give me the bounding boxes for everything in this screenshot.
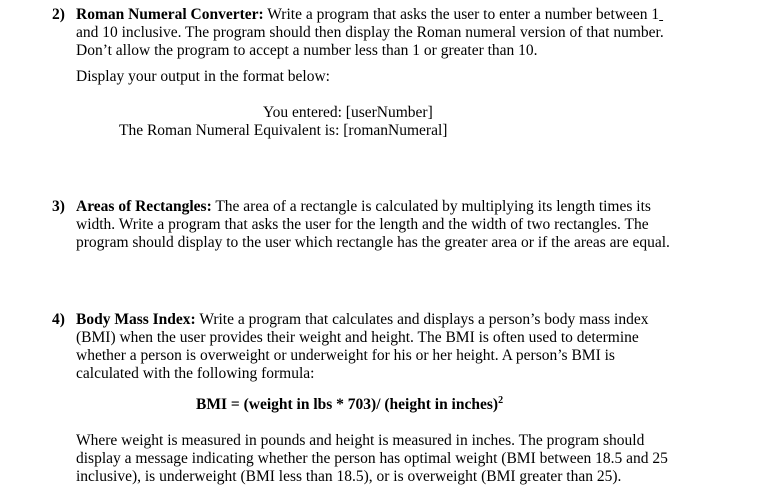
problem-number: 2) bbox=[52, 6, 65, 23]
problem-line: (BMI) when the user provides their weight and height. The BMI is often used to determine bbox=[76, 329, 639, 346]
output-line-2: The Roman Numeral Equivalent is: [romanNumeral] bbox=[119, 122, 448, 139]
problem-line: calculated with the following formula: bbox=[76, 365, 315, 382]
problem-number: 3) bbox=[52, 198, 65, 215]
output-line-1: You entered: [userNumber] bbox=[263, 104, 433, 121]
problem-line: width. Write a program that asks the user for the length and the width of two rectangles. The bbox=[76, 216, 649, 233]
problem-line: Don’t allow the program to accept a number less than 1 or greater than 10. bbox=[76, 42, 538, 59]
problem-title: Roman Numeral Converter: bbox=[76, 6, 264, 23]
problem-line: program should display to the user which rectangle has the greater area or if the areas are equal. bbox=[76, 234, 670, 251]
problem-line: Where weight is measured in pounds and height is measured in inches. The program should bbox=[76, 432, 645, 449]
problem-number: 4) bbox=[52, 311, 65, 328]
formula-exponent: 2 bbox=[498, 394, 504, 406]
closing-body bbox=[76, 432, 716, 486]
problem-line: inclusive), is underweight (BMI less than 18.5), or is overweight (BMI greater than 25). bbox=[76, 468, 622, 485]
problem-body bbox=[76, 311, 716, 383]
format-intro: Display your output in the format below: bbox=[76, 68, 330, 85]
problem-line: Body Mass Index: Write a program that calculates and displays a person’s body mass index bbox=[76, 311, 649, 328]
problem-title: Body Mass Index: bbox=[76, 311, 196, 328]
problem-line: Areas of Rectangles: The area of a rectangle is calculated by multiplying its length times its bbox=[76, 198, 651, 215]
problem-line: and 10 inclusive. The program should then display the Roman numeral version of that number. bbox=[76, 24, 664, 41]
problem-body bbox=[76, 198, 716, 252]
bmi-formula: BMI = (weight in lbs * 703)/ (height in inches)$^2$ bbox=[196, 394, 504, 413]
problem-line: whether a person is overweight or underweight for his or her height. A person’s BMI is bbox=[76, 347, 615, 364]
problem-line: Roman Numeral Converter: Write a program that asks the user to enter a number between 1 bbox=[76, 6, 660, 23]
problem-title: Areas of Rectangles: bbox=[76, 198, 212, 215]
problem-line: display a message indicating whether the person has optimal weight (BMI between 18.5 and 25 bbox=[76, 450, 668, 467]
problem-body bbox=[76, 6, 716, 60]
